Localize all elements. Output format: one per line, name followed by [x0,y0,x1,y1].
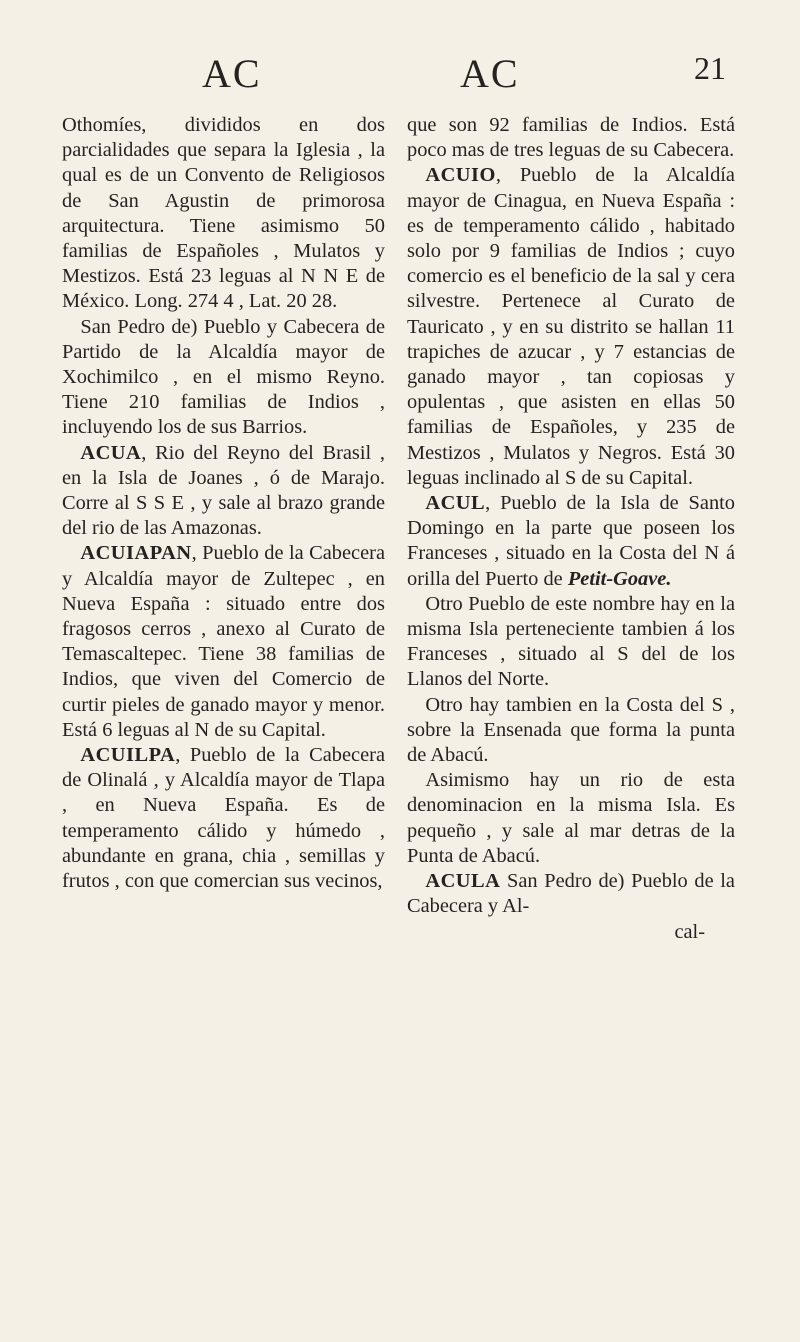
entry-acul-river: Asimismo hay un rio de esta denominacion en la misma Isla. Es pequeño , y sale al mar detras de la Punta de Abacú. [407,769,735,867]
entry-acua [62,441,385,542]
entry-san-pedro: San Pedro de) Pueblo y Cabecera de Partido de la Alcaldía mayor de Xochimilco , en el mismo Reyno. Tiene 210 familias de Indios , incluyendo los de sus Barrios. [62,315,385,439]
entry-text: , Pueblo de la Isla de Santo Domingo en la parte que poseen los Franceses , situado en la Costa del N á orilla del Puerto de [407,492,735,590]
page-number: 21 [694,50,726,86]
entry-text: San Pedro de) Pueblo de la Cabecera y Al- [407,870,735,918]
entry-acuio [407,163,735,491]
entry-headword: ACUIAPAN [80,542,192,565]
entry-text: , Rio del Reyno del Brasil , en la Isla de Joanes , ó de Marajo. Corre al S S E , y sale al brazo grande del rio de las Amazonas. [62,441,385,540]
place-name-italic: Petit-Goave. [567,567,672,590]
entry-text: , Pueblo de la Alcaldía mayor de Cinagua, en Nueva España : es de temperamento cálido , habitado solo por 9 familias de Indios ; cuyo comercio es el beneficio de la sal y cera silvestre. Pertenece al Curato de Tauricato , y en su distrito se hallan 11 trapiches de azucar , y 7 estancias de ganado mayor , tan copiosas y opulentas , que asisten en ellas 50 familias de Españoles, y 235 de Mestizos , Mulatos y Negros. Está 30 leguas inclinado al S de su Capital. [407,164,735,489]
entry-acula [407,869,735,919]
entry-continuation: que son 92 familias de Indios. Está poco mas de tres leguas de su Cabecera. [407,114,735,162]
entry-acul [407,491,735,592]
entry-acuiapan [62,541,385,743]
entry-headword: ACULA [425,870,501,893]
entry-headword: ACUILPA [80,744,176,767]
right-headword: AC [460,51,520,96]
entry-acuilpa [62,743,385,894]
right-column [407,113,735,945]
entry-acul-2: Otro Pueblo de este nombre hay en la misma Isla perteneciente tambien á los Franceses , situado al S del de los Llanos del Norte. [407,592,735,691]
entry-continuation: Othomíes, divididos en dos parcialidades que separa la Iglesia , la qual es de un Convento de Religiosos de San Agustin de primorosa arquitectura. Tiene asimismo 50 familias de Españoles , Mulatos y Mestizos. Está 23 leguas al N N E de México. Long. 274 4 , Lat. 20 28. [62,114,385,313]
left-column [62,113,385,894]
entry-text: , Pueblo de la Cabecera y Alcaldía mayor de Zultepec , en Nueva España : situado entre dos fragosos cerros , anexo al Curato de Temascaltepec. Tiene 38 familias de Indios, que viven del Comercio de curtir pieles de ganado mayor y menor. Está 6 leguas al N de su Capital. [62,542,385,741]
running-header [0,50,800,100]
left-headword: AC [202,51,262,96]
entry-text: , Pueblo de la Cabecera de Olinalá , y Alcaldía mayor de Tlapa , en Nueva España. Es de temperamento cálido y húmedo , abundante en grana, chia , semillas y frutos , con que comercian sus vecinos, [62,744,385,893]
entry-headword: ACUIO [425,164,496,187]
entry-headword: ACUA [80,441,142,464]
entry-headword: ACUL [425,492,486,515]
entry-acul-3: Otro hay tambien en la Costa del S , sobre la Ensenada que forma la punta de Abacú. [407,693,735,767]
catchword: cal- [674,920,705,943]
